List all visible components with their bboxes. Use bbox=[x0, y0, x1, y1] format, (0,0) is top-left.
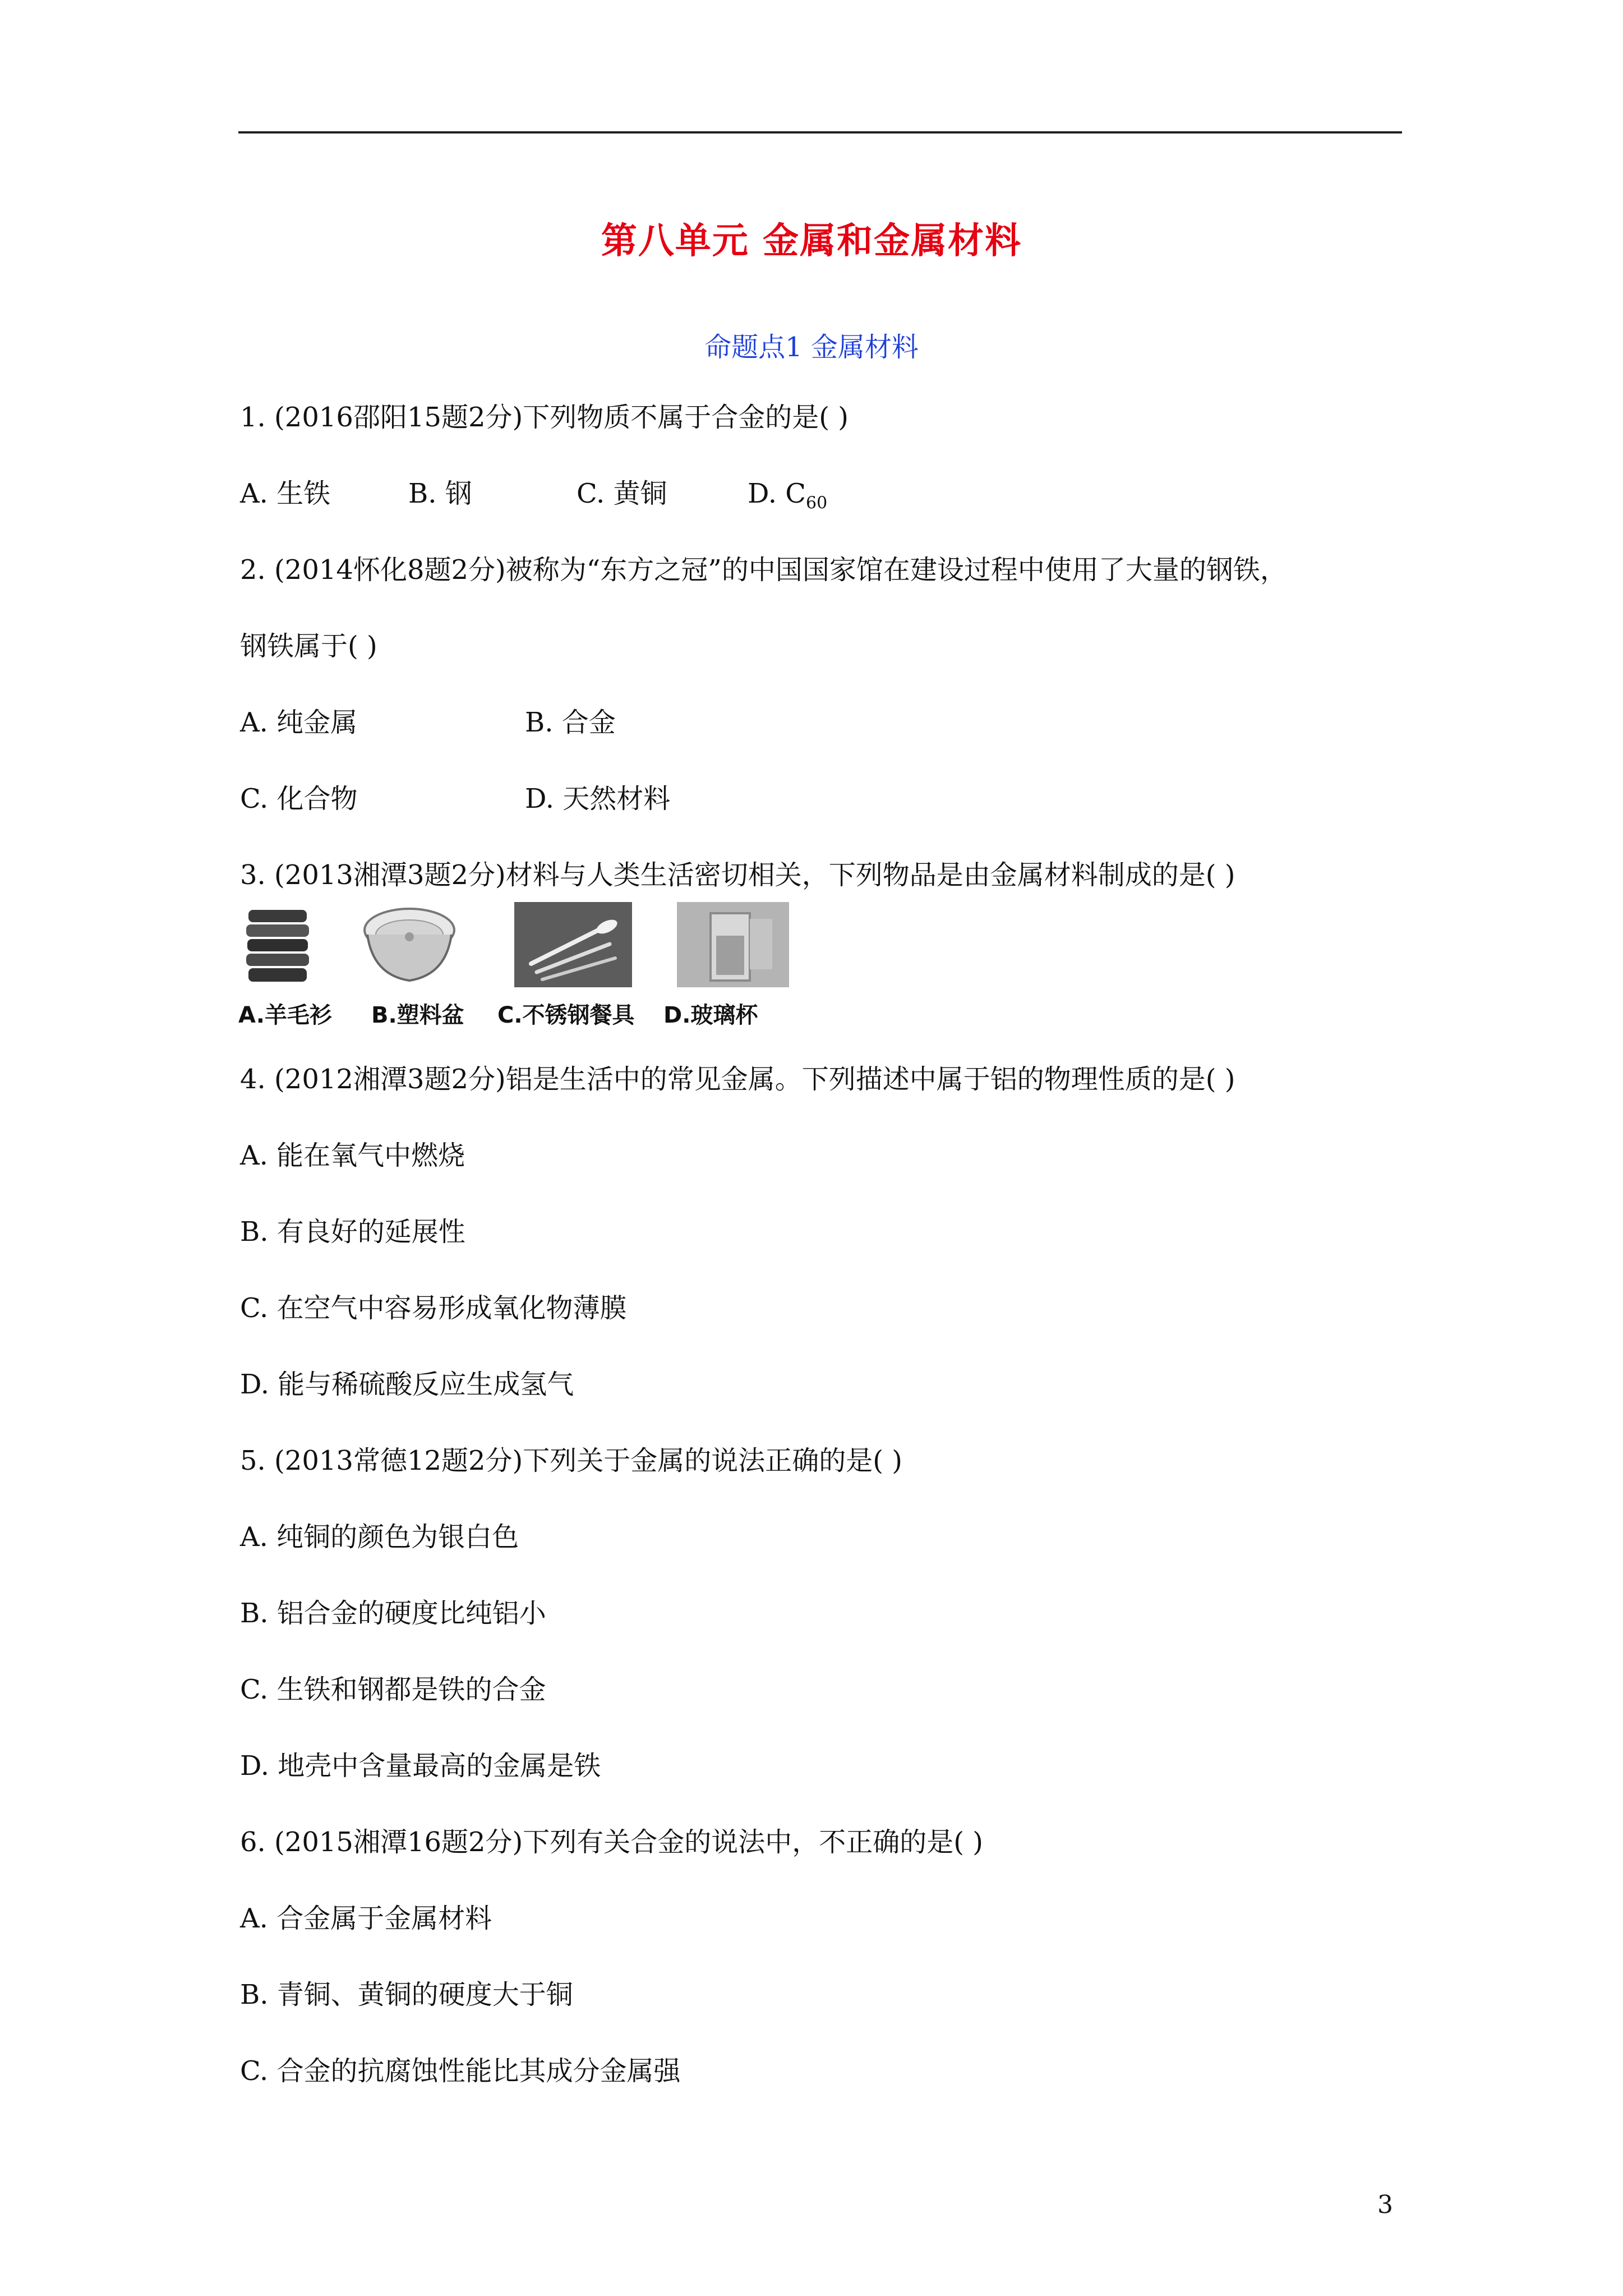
basin-image bbox=[362, 902, 457, 987]
question-6-option-c: C. 合金的抗腐蚀性能比其成分金属强 bbox=[240, 2055, 681, 2087]
question-2-options-row1 bbox=[240, 705, 616, 740]
option-b: B. 钢 bbox=[408, 478, 472, 509]
option-a: A. 生铁 bbox=[240, 478, 331, 509]
option-a: A. 纯金属 bbox=[240, 707, 358, 738]
question-6-option-a: A. 合金属于金属材料 bbox=[240, 1903, 492, 1934]
question-4-option-a: A. 能在氧气中燃烧 bbox=[240, 1140, 465, 1171]
question-6-option-b: B. 青铜、黄铜的硬度大于铜 bbox=[240, 1979, 573, 2010]
option-c: C. 化合物 bbox=[240, 783, 358, 815]
question-2-stem: 2. (2014怀化8题2分)被称为“东方之冠”的中国国家馆在建设过程中使用了大量的钢铁， bbox=[240, 554, 1287, 586]
glass-cup-image bbox=[677, 902, 789, 987]
question-5-option-b: B. 铝合金的硬度比纯铝小 bbox=[240, 1598, 546, 1629]
unit-title: 第八单元 金属和金属材料 bbox=[601, 220, 1022, 262]
option-b: B. 合金 bbox=[525, 707, 616, 738]
cutlery-image bbox=[514, 902, 632, 987]
option-d: D. 天然材料 bbox=[525, 783, 671, 815]
topic-subtitle: 命题点1 金属材料 bbox=[704, 332, 919, 363]
question-4-option-b: B. 有良好的延展性 bbox=[240, 1216, 465, 1248]
picture-label-b: B.塑料盆 bbox=[371, 1002, 464, 1028]
question-4-option-d: D. 能与稀硫酸反应生成氢气 bbox=[240, 1369, 574, 1400]
question-3-stem: 3. (2013湘潭3题2分)材料与人类生活密切相关，下列物品是由金属材料制成的是( ) bbox=[240, 859, 1235, 891]
question-5-option-c: C. 生铁和钢都是铁的合金 bbox=[240, 1674, 546, 1705]
picture-label-d: D.玻璃杯 bbox=[663, 1002, 758, 1028]
question-4-option-c: C. 在空气中容易形成氧化物薄膜 bbox=[240, 1292, 627, 1324]
option-d-text: D. C bbox=[748, 478, 806, 509]
question-2-stem-cont: 钢铁属于( ) bbox=[240, 631, 377, 662]
question-3-pictures bbox=[238, 902, 799, 1031]
question-5-stem: 5. (2013常德12题2分)下列关于金属的说法正确的是( ) bbox=[240, 1445, 902, 1476]
question-5-option-d: D. 地壳中含量最高的金属是铁 bbox=[240, 1750, 601, 1782]
question-6-stem: 6. (2015湘潭16题2分)下列有关合金的说法中，不正确的是( ) bbox=[240, 1826, 983, 1858]
question-5-option-a: A. 纯铜的颜色为银白色 bbox=[240, 1521, 519, 1553]
question-4-stem: 4. (2012湘潭3题2分)铝是生活中的常见金属。下列描述中属于铝的物理性质的是( ) bbox=[240, 1064, 1235, 1095]
header-rule bbox=[238, 131, 1402, 134]
option-d bbox=[748, 476, 827, 522]
question-2-options-row2 bbox=[240, 781, 670, 817]
picture-label-c: C.不锈钢餐具 bbox=[497, 1002, 635, 1028]
question-1-options bbox=[240, 476, 827, 522]
sweater-image bbox=[244, 902, 311, 987]
question-1-stem: 1. (2016邵阳15题2分)下列物质不属于合金的是( ) bbox=[240, 402, 849, 433]
picture-label-a: A.羊毛衫 bbox=[238, 1002, 332, 1028]
page-number: 3 bbox=[1377, 2191, 1393, 2219]
option-c: C. 黄铜 bbox=[577, 478, 667, 509]
option-d-subscript: 60 bbox=[806, 493, 828, 513]
